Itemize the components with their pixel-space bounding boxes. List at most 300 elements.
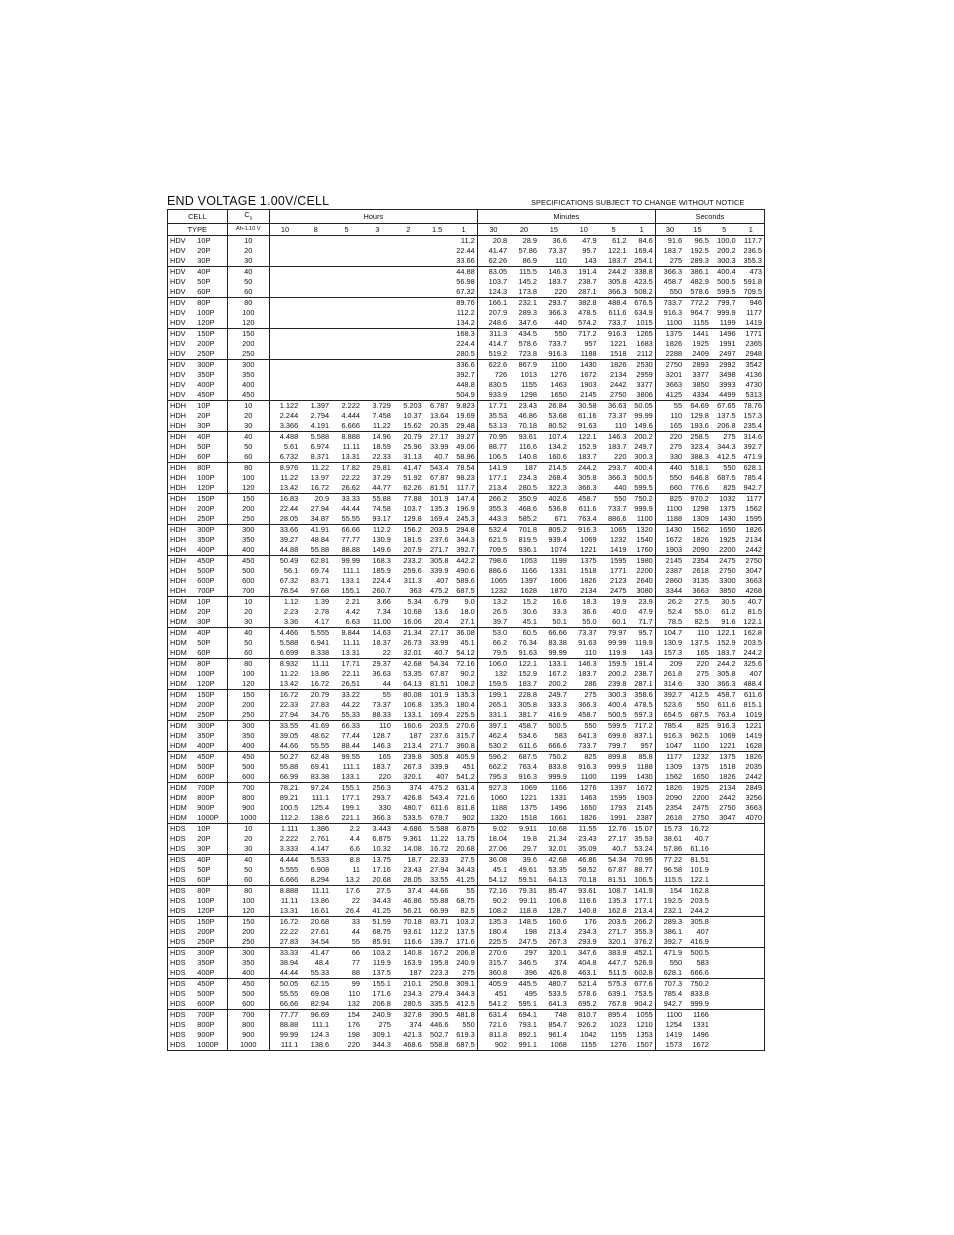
row-series: HDH	[170, 514, 187, 524]
row-model: 250P	[195, 349, 227, 360]
row-value: 300.3	[717, 256, 736, 266]
row-series: HDH	[168, 524, 196, 535]
row-value: 2475	[610, 586, 627, 596]
row-value: 177.1	[341, 793, 360, 803]
row-value: 96.5	[684, 235, 711, 246]
row-value: 27.5	[450, 854, 477, 865]
row-value: 854.7	[548, 1020, 567, 1030]
row-model: 40P	[195, 854, 227, 865]
row-value: 2354	[665, 803, 683, 813]
row-value: 46.86	[403, 896, 422, 906]
row-series: HDS	[168, 885, 196, 896]
row-value: 6.666	[341, 421, 360, 431]
row-value: 314.6	[663, 679, 683, 689]
row-value: 376.2	[629, 937, 656, 948]
row-value	[331, 235, 362, 246]
row-capacity: 80	[227, 462, 269, 473]
row-value: 101.9	[690, 865, 709, 875]
row-value: 213.4	[488, 483, 508, 493]
row-value: 27.83	[310, 700, 330, 710]
row-value: 275	[696, 669, 709, 679]
row-value: 293.7	[539, 297, 569, 308]
row-value: 61.2	[721, 607, 736, 617]
row-value: 22.11	[342, 669, 360, 679]
row-value: 163.9	[403, 958, 422, 968]
row-capacity: 120	[227, 906, 269, 917]
row-series: HDH	[168, 462, 196, 473]
row-value: 733.7	[608, 318, 627, 328]
row-value: 1518	[580, 566, 597, 576]
row-value: 82.94	[310, 999, 330, 1009]
row-value: 167.2	[424, 947, 451, 958]
row-value: 964.7	[690, 308, 709, 318]
row-value: 1100	[539, 359, 569, 370]
row-value: 382.8	[569, 297, 599, 308]
row-value: 97.68	[310, 586, 330, 596]
row-value: 66.99	[429, 906, 449, 916]
row-capacity: 50	[227, 638, 269, 648]
row-value: 85.8	[629, 751, 656, 762]
table-row	[168, 772, 765, 783]
row-value: 434.5	[509, 328, 539, 339]
row-value: 28.9	[509, 235, 539, 246]
row-series: HDH	[170, 421, 187, 431]
row-value: 721.6	[450, 793, 477, 803]
row-value: 177.1	[629, 896, 656, 906]
row-value: 95.7	[582, 246, 597, 256]
row-series: HDS	[170, 1040, 186, 1050]
row-value: 38.61	[663, 834, 683, 844]
table-row	[168, 638, 765, 648]
row-value: 89.76	[450, 297, 477, 308]
row-value	[300, 246, 331, 256]
row-model: 150P	[195, 328, 227, 339]
row-value: 2948	[745, 349, 762, 359]
row-capacity: 40	[227, 854, 269, 865]
row-value: 203.5	[690, 896, 709, 906]
row-value: 155.1	[331, 782, 362, 793]
row-value: 169.4	[429, 514, 449, 524]
row-value	[738, 916, 765, 927]
row-value	[424, 390, 451, 401]
row-value: 687.5	[717, 473, 736, 483]
row-value: 1210	[629, 1020, 656, 1030]
row-capacity: 200	[227, 700, 269, 710]
row-value: 34.76	[310, 710, 330, 720]
row-value: 168.3	[362, 555, 393, 566]
row-value	[300, 380, 331, 390]
row-value: 916.3	[518, 772, 537, 782]
row-value: 133.1	[539, 658, 569, 669]
row-value	[269, 349, 300, 360]
row-value: 1232	[490, 586, 508, 596]
row-value: 386.1	[684, 266, 711, 277]
row-value: 407	[436, 772, 449, 782]
row-value: 3047	[745, 566, 762, 576]
row-model: 450P	[195, 555, 227, 566]
row-model: 40P	[195, 431, 227, 442]
row-value: 155.1	[362, 978, 393, 989]
row-value	[362, 390, 393, 401]
row-value: 543.4	[424, 462, 451, 473]
row-value: 135.3	[477, 916, 509, 927]
row-value: 44.44	[279, 968, 299, 978]
row-value: 366.3	[608, 473, 627, 483]
row-value: 247.5	[518, 937, 537, 947]
row-value: 99.99	[608, 638, 627, 648]
row-value: 6.974	[310, 442, 330, 452]
row-value: 16.72	[269, 916, 300, 927]
row-value: 3377	[692, 370, 709, 380]
row-value: 2145	[580, 390, 597, 400]
row-value: 245.3	[450, 514, 477, 525]
row-value: 280.5	[403, 999, 422, 1009]
row-value: 6.875	[450, 823, 477, 834]
row-series: HDM	[170, 700, 187, 710]
row-value: 902	[450, 813, 477, 824]
row-capacity: 100	[227, 669, 269, 679]
row-value	[393, 287, 424, 298]
row-value: 2959	[629, 370, 656, 380]
row-value	[331, 349, 362, 360]
row-value: 99.99	[279, 1030, 299, 1040]
row-value: 999.9	[629, 504, 656, 514]
row-value: 54.34	[424, 658, 451, 669]
row-value: 1375	[569, 555, 599, 566]
row-value: 662.2	[488, 762, 508, 772]
table-row	[168, 308, 765, 318]
row-value: 77.44	[341, 731, 360, 741]
table-row	[168, 235, 765, 246]
row-value: 1397	[599, 782, 629, 793]
row-value: 33.55	[429, 875, 449, 885]
row-series: HDM	[168, 689, 196, 700]
row-value: 366.3	[655, 266, 684, 277]
row-value: 23.43	[578, 834, 597, 844]
row-value: 286	[584, 679, 597, 689]
row-value: 13.97	[310, 473, 330, 483]
row-value: 76.34	[518, 638, 537, 648]
row-value: 305.8	[684, 916, 711, 927]
row-series: HDS	[170, 896, 186, 906]
row-value: 6.79	[424, 596, 451, 607]
row-value: 33.55	[269, 720, 300, 731]
row-value	[424, 235, 451, 246]
row-model: 60P	[195, 452, 227, 463]
row-series: HDM	[168, 751, 196, 762]
row-value: 1628	[520, 586, 537, 596]
row-value: 654.5	[663, 710, 683, 720]
row-value: 133.1	[403, 710, 422, 720]
row-value: 1060	[490, 793, 508, 803]
row-value: 3201	[665, 370, 683, 380]
row-value: 4.4	[349, 834, 360, 844]
row-value	[424, 246, 451, 256]
row-capacity: 1000	[227, 1040, 269, 1051]
row-value: 1793	[610, 803, 627, 813]
row-value: 61.16	[578, 411, 597, 421]
row-value	[424, 297, 451, 308]
row-value	[269, 277, 300, 287]
row-series: HDV	[170, 370, 186, 380]
row-model: 80P	[195, 885, 227, 896]
row-series: HDH	[170, 411, 187, 421]
row-value: 55.88	[429, 896, 449, 906]
row-value	[711, 989, 738, 999]
row-value: 160.6	[548, 452, 567, 462]
row-value: 1023	[610, 1020, 627, 1030]
row-value: 1507	[629, 1040, 656, 1051]
row-capacity: 500	[227, 762, 269, 772]
row-value: 541.2	[450, 772, 477, 783]
row-value	[300, 297, 331, 308]
row-value	[393, 370, 424, 380]
row-value: 1100	[666, 504, 683, 514]
row-model: 900P	[195, 803, 227, 813]
row-value: 86.9	[522, 256, 537, 266]
row-value: 440	[614, 483, 627, 493]
row-value: 71.7	[629, 617, 656, 628]
row-value: 508.2	[629, 287, 656, 298]
row-model: 450P	[195, 390, 227, 401]
row-value: 2354	[684, 555, 711, 566]
row-value: 578.6	[518, 339, 537, 349]
row-value: 103.2	[450, 916, 477, 927]
row-model: 300P	[195, 947, 227, 958]
row-value: 4125	[665, 390, 683, 400]
row-capacity: 120	[227, 483, 269, 494]
row-value	[331, 287, 362, 298]
row-value: 191.4	[569, 266, 599, 277]
row-value: 666.6	[690, 968, 709, 978]
table-row	[168, 421, 765, 432]
row-value: 68.75	[450, 896, 477, 906]
row-value: 55	[655, 400, 684, 411]
row-value	[711, 854, 738, 865]
row-value: 4.444	[341, 411, 360, 421]
row-value: 1309	[692, 514, 709, 524]
row-value: 3850	[719, 586, 736, 596]
row-capacity: 20	[227, 411, 269, 421]
row-value: 5.203	[393, 400, 424, 411]
row-value: 785.4	[743, 473, 762, 483]
row-value: 55.88	[310, 545, 330, 555]
row-value: 1375	[655, 328, 684, 339]
row-model: 600P	[195, 999, 227, 1010]
row-value: 203.5	[424, 524, 451, 535]
row-value: 176	[347, 1020, 360, 1030]
row-value: 1771	[610, 566, 627, 576]
row-value	[738, 834, 765, 844]
row-value: 146.3	[569, 658, 599, 669]
row-value: 578.6	[690, 287, 709, 297]
row-value: 70.95	[477, 431, 509, 442]
row-value: 2.78	[314, 607, 330, 617]
row-value: 3300	[719, 576, 736, 586]
row-value	[393, 297, 424, 308]
row-value: 8.338	[310, 648, 330, 658]
row-value: 26.84	[539, 400, 569, 411]
row-value: 72.16	[450, 658, 477, 669]
row-value: 4070	[745, 813, 762, 823]
row-value: 96.69	[300, 1009, 331, 1020]
row-value: 717.2	[629, 720, 656, 731]
row-value: 82.5	[450, 906, 477, 917]
row-value: 13.42	[279, 679, 299, 689]
row-value	[269, 235, 300, 246]
row-capacity: 400	[227, 380, 269, 390]
table-row	[168, 906, 765, 917]
row-value: 46.86	[569, 854, 599, 865]
row-value: 66.66	[279, 999, 299, 1009]
row-model: 10P	[195, 235, 227, 246]
row-value: 1.111	[269, 823, 300, 834]
row-value: 962.5	[690, 731, 709, 741]
row-value: 128.7	[548, 906, 567, 916]
row-value: 1320	[629, 524, 656, 535]
row-value: 815.1	[743, 700, 762, 710]
row-value: 34.87	[310, 514, 330, 524]
row-value: 17.16	[372, 865, 391, 875]
row-value: 2750	[738, 555, 765, 566]
row-value: 1298	[692, 504, 709, 514]
row-value: 336.6	[450, 359, 477, 370]
table-row	[168, 762, 765, 772]
table-row	[168, 339, 765, 349]
row-value: 830.5	[488, 380, 508, 390]
row-value: 2497	[719, 349, 736, 359]
row-value	[269, 266, 300, 277]
row-value: 95.7	[629, 627, 656, 638]
row-value: 3135	[692, 576, 709, 586]
row-value: 1771	[738, 328, 765, 339]
row-value: 825	[723, 483, 736, 493]
row-value: 110	[670, 411, 683, 421]
row-value: 40.0	[612, 607, 627, 617]
row-value: 84.6	[629, 235, 656, 246]
row-value: 16.72	[310, 679, 330, 689]
row-value: 776.6	[690, 483, 709, 493]
row-value: 30.5	[711, 596, 738, 607]
row-value: 1069	[719, 731, 736, 741]
row-value: 289.3	[518, 308, 537, 318]
row-value: 119.9	[372, 958, 391, 968]
row-capacity: 150	[227, 689, 269, 700]
row-value: 108.7	[599, 885, 629, 896]
row-value: 50.27	[269, 751, 300, 762]
row-value: 799.7	[608, 741, 627, 751]
row-model: 60P	[195, 648, 227, 659]
row-value: 1650	[550, 390, 567, 400]
row-value: 103.2	[362, 947, 393, 958]
row-value: 11.55	[569, 823, 599, 834]
row-value	[738, 906, 765, 917]
column-header: 3	[362, 224, 393, 236]
row-value: 543.4	[429, 793, 449, 803]
row-value: 133.1	[341, 576, 360, 586]
row-value	[738, 1030, 765, 1040]
row-value: 41.91	[300, 524, 331, 535]
row-value: 927.3	[477, 782, 509, 793]
row-model: 250P	[195, 514, 227, 525]
row-value: 77.77	[341, 535, 360, 545]
row-value: 83.38	[310, 772, 330, 782]
row-value: 511.5	[608, 968, 627, 978]
table-row	[168, 287, 765, 298]
row-value	[738, 937, 765, 948]
row-value: 203.5	[743, 638, 762, 648]
row-value: 2145	[629, 803, 656, 813]
row-value: 1032	[711, 493, 738, 504]
row-series: HDS	[168, 916, 196, 927]
row-series: HDV	[170, 339, 186, 349]
row-value: 481.8	[450, 1009, 477, 1020]
row-value: 104.7	[655, 627, 684, 638]
row-value: 135.3	[608, 896, 627, 906]
row-value: 55.33	[310, 968, 330, 978]
row-value: 26.2	[655, 596, 684, 607]
row-value: 67.65	[711, 400, 738, 411]
row-value	[300, 339, 331, 349]
row-value: 33.66	[450, 256, 477, 267]
row-value: 678.7	[429, 813, 449, 823]
row-value: 810.7	[569, 1009, 599, 1020]
row-value: 526.9	[629, 958, 656, 968]
row-value: 50.05	[269, 978, 300, 989]
row-value	[738, 1020, 765, 1030]
row-value	[300, 370, 331, 380]
row-capacity: 500	[227, 989, 269, 999]
row-value: 1265	[629, 328, 656, 339]
row-value: 1188	[666, 514, 683, 524]
row-value: 458.7	[578, 710, 597, 720]
row-value: 8.888	[269, 885, 300, 896]
row-value: 5313	[745, 390, 762, 400]
row-value: 50.05	[629, 400, 656, 411]
row-value: 999.9	[690, 999, 709, 1009]
row-value: 239.8	[608, 679, 627, 689]
row-value: 1.386	[300, 823, 331, 834]
row-value: 134.2	[548, 442, 567, 452]
row-value: 1430	[655, 524, 684, 535]
row-value	[738, 927, 765, 937]
row-value: 350.9	[509, 493, 539, 504]
page-title: END VOLTAGE 1.00V/CELL	[167, 194, 330, 208]
row-value: 88.77	[488, 442, 508, 452]
row-value: 386.1	[663, 927, 683, 937]
table-row	[168, 297, 765, 308]
row-value: 10.32	[372, 844, 391, 854]
row-value: 355.3	[629, 927, 656, 937]
row-value: 1672	[692, 1040, 709, 1050]
row-value: 233.2	[393, 555, 424, 566]
row-value: 99.99	[629, 411, 656, 421]
row-value: 85.47	[539, 885, 569, 896]
row-value: 250.8	[424, 978, 451, 989]
row-value: 20.8	[477, 235, 509, 246]
row-value: 309.1	[450, 978, 477, 989]
row-value: 1672	[580, 370, 597, 380]
row-value: 26.51	[341, 679, 360, 689]
row-value: 1166	[684, 1009, 711, 1020]
row-value	[738, 947, 765, 958]
row-value	[424, 277, 451, 287]
row-series: HDM	[170, 710, 187, 720]
row-value: 407	[696, 927, 709, 937]
row-value: 2365	[745, 339, 762, 349]
row-value: 39.27	[450, 431, 477, 442]
row-value: 83.71	[310, 576, 330, 586]
